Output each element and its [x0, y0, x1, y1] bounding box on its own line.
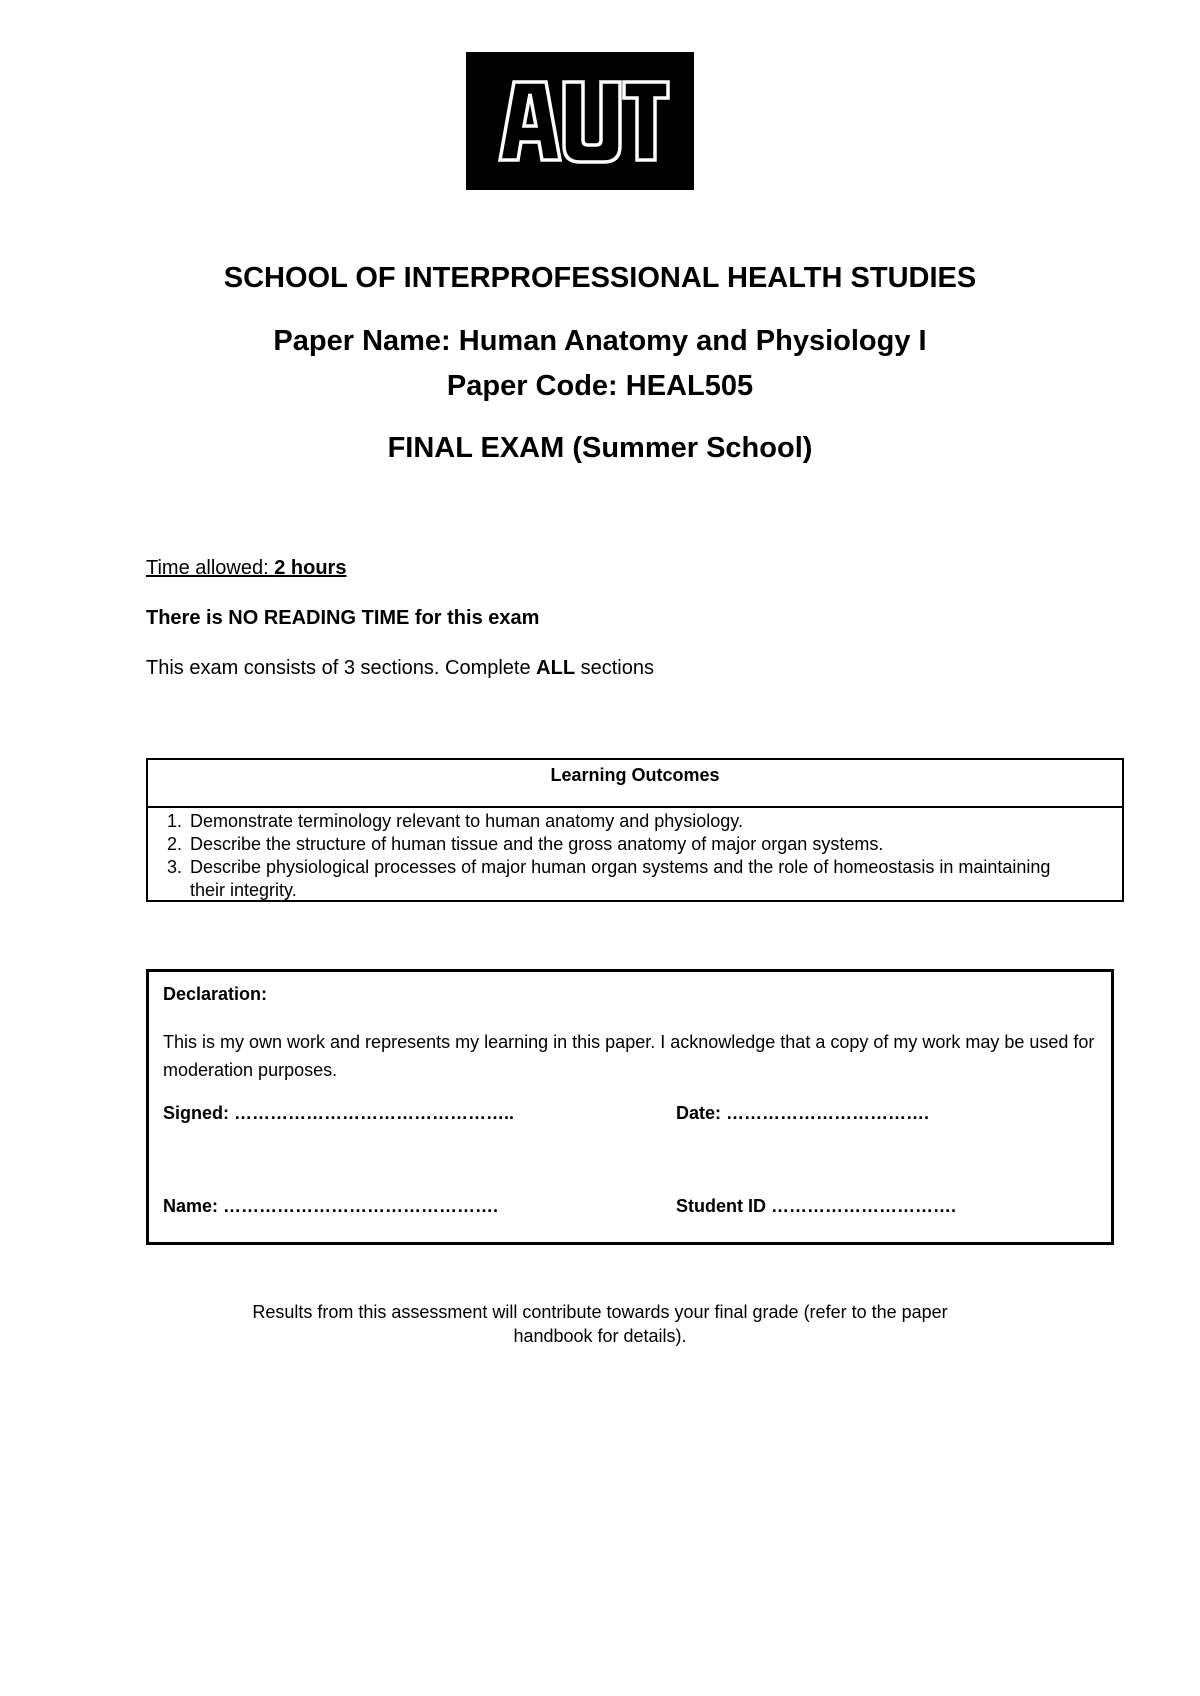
paper-name: Paper Name: Human Anatomy and Physiology I	[273, 325, 927, 357]
results-note-line-1: Results from this assessment will contribute towards your final grade (refer to the paper	[252, 1302, 948, 1322]
learning-outcome-item	[148, 833, 1122, 856]
time-allowed-label: Time allowed:	[146, 557, 275, 579]
outcome-text: Describe the structure of human tissue and the gross anatomy of major organ systems.	[190, 834, 884, 854]
declaration-text: This is my own work and represents my learning in this paper. I acknowledge that a copy of my work may be used for moderation purposes.	[163, 1032, 1095, 1080]
learning-outcome-item	[148, 856, 1122, 902]
sections-notice-post: sections	[575, 657, 654, 679]
learning-outcomes-list	[148, 808, 1122, 902]
student-id-field[interactable]: Student ID ………………………….	[676, 1196, 956, 1216]
sections-notice	[146, 657, 654, 680]
aut-logo	[466, 52, 694, 190]
paper-code: Paper Code: HEAL505	[446, 370, 754, 402]
name-field[interactable]: Name: ……………………………………….	[163, 1196, 499, 1216]
declaration-title: Declaration:	[163, 984, 268, 1004]
results-note	[0, 1300, 1200, 1348]
outcome-number: 1.	[166, 811, 182, 831]
outcome-number: 2.	[166, 834, 182, 854]
outcome-text: Demonstrate terminology relevant to human anatomy and physiology.	[190, 811, 743, 831]
learning-outcome-item	[148, 810, 1122, 833]
school-heading: SCHOOL OF INTERPROFESSIONAL HEALTH STUDIES	[223, 262, 977, 294]
signed-field[interactable]: Signed: ………………………………………..	[163, 1103, 514, 1123]
sections-notice-pre: This exam consists of 3 sections. Complete	[146, 657, 537, 679]
learning-outcomes-table	[146, 758, 1124, 902]
results-note-line-2: handbook for details).	[513, 1326, 687, 1346]
outcome-number: 3.	[166, 857, 182, 877]
declaration-box	[146, 969, 1114, 1245]
date-field[interactable]: Date: …………………………….	[676, 1103, 930, 1123]
time-allowed	[146, 557, 346, 580]
no-reading-time-notice: There is NO READING TIME for this exam	[146, 607, 540, 629]
aut-logo-mark	[466, 52, 694, 190]
exam-title: FINAL EXAM (Summer School)	[387, 432, 813, 464]
learning-outcomes-heading: Learning Outcomes	[148, 760, 1122, 808]
outcome-text: Describe physiological processes of major human organ systems and the role of homeostasis in maintaining their integrity.	[190, 857, 1051, 900]
time-allowed-value: 2 hours	[274, 557, 347, 579]
sections-notice-bold: ALL	[536, 657, 576, 679]
